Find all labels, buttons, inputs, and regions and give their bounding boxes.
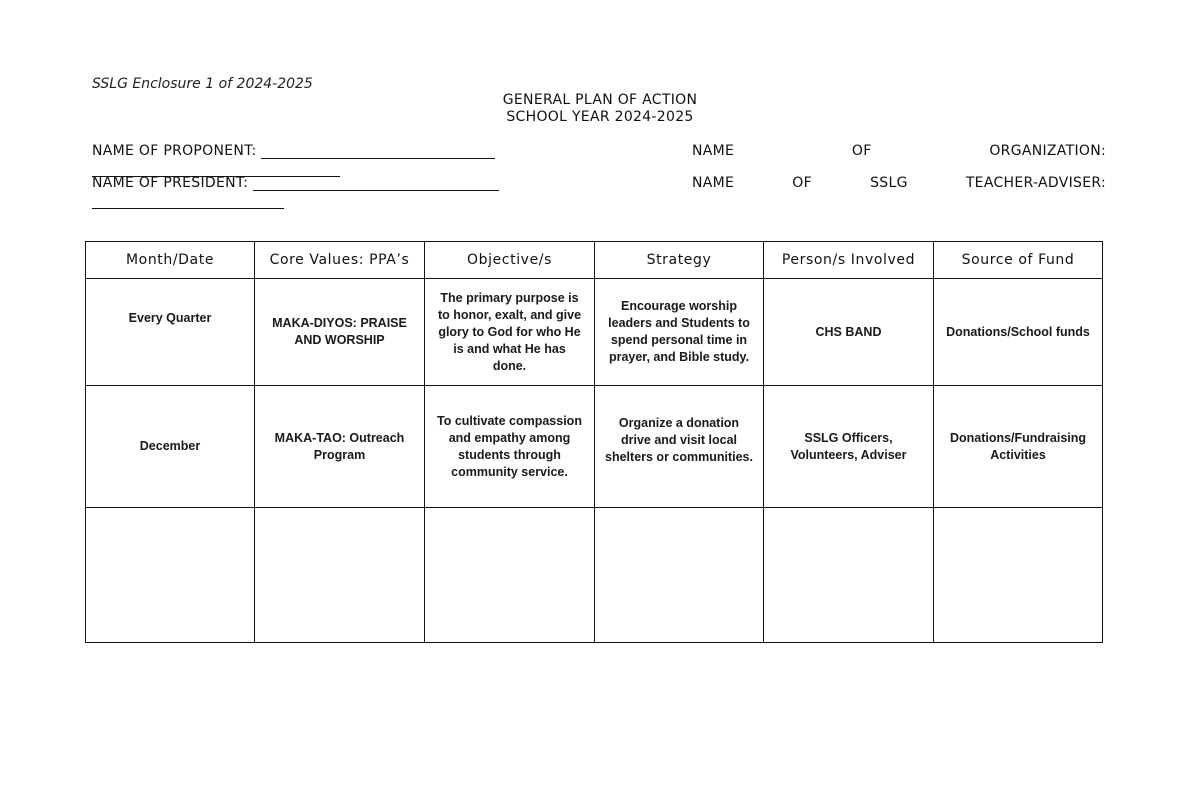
plan-of-action-table: [85, 241, 1103, 643]
table-cell: [425, 386, 595, 508]
table-cell: [764, 279, 934, 386]
document-subtitle: SCHOOL YEAR 2024-2025: [506, 109, 694, 125]
president-line-continued[interactable]: [92, 193, 284, 209]
table-cell: [934, 279, 1103, 386]
column-header-objectives: Objective/s: [425, 242, 595, 279]
president-label: NAME OF PRESIDENT:: [92, 175, 249, 191]
table-cell: [595, 279, 764, 386]
column-header-persons: Person/s Involved: [764, 242, 934, 279]
table-cell: [425, 279, 595, 386]
cell-text: Donations/Fundraising Activities: [949, 430, 1087, 462]
table-cell-empty[interactable]: [255, 508, 425, 643]
organization-word: OF: [851, 143, 872, 159]
table-cell-empty[interactable]: [934, 508, 1103, 643]
table-cell: [255, 386, 425, 508]
table-cell-empty[interactable]: [425, 508, 595, 643]
enclosure-note: SSLG Enclosure 1 of 2024-2025: [92, 76, 313, 92]
adviser-word: TEACHER-ADVISER:: [965, 175, 1106, 191]
column-header-core-values: Core Values: PPA’s: [255, 242, 425, 279]
organization-word: NAME: [692, 143, 735, 159]
cell-text: MAKA-DIYOS: PRAISE AND WORSHIP: [272, 316, 407, 347]
cell-text: The primary purpose is to honor, exalt, and give glory to God for who He is and what He has done.: [437, 290, 582, 373]
table-cell: [934, 386, 1103, 508]
organization-label: [692, 143, 1106, 159]
cell-text: CHS BAND: [815, 324, 882, 339]
cell-text: Encourage worship leaders and Students to spend personal time in prayer, and Bible study.: [608, 299, 750, 364]
table-cell-empty[interactable]: [764, 508, 934, 643]
table-cell: [86, 386, 255, 508]
proponent-field: [92, 143, 495, 159]
document-title-block: [0, 92, 1200, 126]
organization-word: ORGANIZATION:: [989, 143, 1106, 159]
table-cell: [764, 386, 934, 508]
proponent-line[interactable]: [261, 144, 495, 159]
proponent-label: NAME OF PROPONENT:: [92, 143, 257, 159]
column-header-fund: Source of Fund: [934, 242, 1103, 279]
table-cell: [595, 386, 764, 508]
table-cell-empty[interactable]: [86, 508, 255, 643]
table-header-row: [86, 242, 1103, 279]
table-row: [86, 386, 1103, 508]
table-row: [86, 279, 1103, 386]
president-field: [92, 175, 499, 191]
adviser-word: NAME: [692, 175, 735, 191]
cell-text: December: [139, 439, 201, 453]
column-header-month: Month/Date: [86, 242, 255, 279]
table-cell-empty[interactable]: [595, 508, 764, 643]
document-title: GENERAL PLAN OF ACTION: [502, 92, 698, 108]
president-line[interactable]: [253, 176, 499, 191]
table-cell: [255, 279, 425, 386]
adviser-word: OF: [792, 175, 812, 191]
table-row: [86, 508, 1103, 643]
adviser-label: [692, 175, 1106, 191]
cell-text: Organize a donation drive and visit local shelters or communities.: [605, 416, 753, 464]
cell-text: MAKA-TAO: Outreach Program: [274, 430, 405, 462]
adviser-word: SSLG: [870, 175, 908, 191]
cell-text: Donations/School funds: [946, 324, 1090, 339]
cell-text: SSLG Officers, Volunteers, Adviser: [790, 430, 907, 462]
cell-text: Every Quarter: [128, 310, 212, 325]
table-cell: [86, 279, 255, 386]
column-header-strategy: Strategy: [595, 242, 764, 279]
cell-text: To cultivate compassion and empathy among students through community service.: [437, 413, 582, 479]
